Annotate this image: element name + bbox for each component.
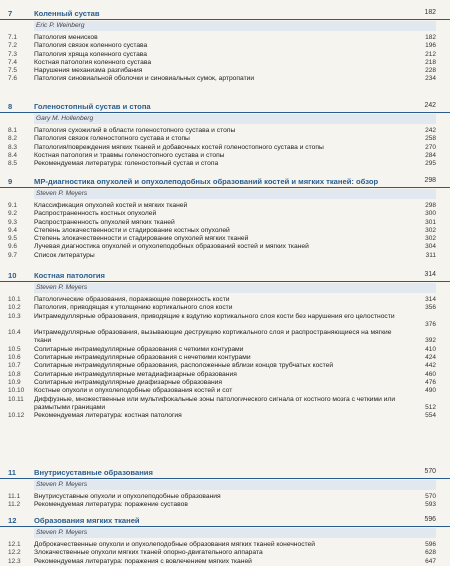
entry-page: 554 bbox=[425, 412, 436, 420]
entry-number: 10.12 bbox=[8, 412, 25, 420]
entry-page: 212 bbox=[425, 50, 436, 58]
entry-number: 9.3 bbox=[8, 218, 18, 226]
chapter-section bbox=[0, 176, 450, 260]
table-of-contents bbox=[0, 4, 450, 565]
toc-entry[interactable] bbox=[0, 387, 450, 395]
entry-page: 647 bbox=[425, 557, 436, 565]
chapter-author-bar bbox=[34, 528, 436, 538]
entry-page: 295 bbox=[425, 160, 436, 168]
entry-number: 9.1 bbox=[8, 202, 18, 209]
entry-page: 596 bbox=[425, 541, 436, 548]
entry-page: 460 bbox=[425, 370, 436, 378]
entry-title: Интрамедуллярные образования, приводящие к вздутию кортикального слоя кости без нарушения его целостности bbox=[34, 312, 395, 320]
entry-number: 9.5 bbox=[8, 235, 18, 243]
toc-entry[interactable] bbox=[0, 558, 450, 566]
entry-page: 270 bbox=[425, 143, 436, 151]
entry-number: 10.4 bbox=[8, 329, 21, 337]
chapter-title: Голеностопный сустав и стопа bbox=[34, 102, 151, 111]
entry-page: 196 bbox=[425, 42, 436, 50]
entry-title: Костные опухоли и опухолеподобные образования костей и сот bbox=[34, 387, 233, 395]
chapter-section bbox=[0, 515, 450, 566]
entry-title: Патология/повреждения мягких тканей и добавочных костей голеностопного сустава и стопы bbox=[34, 143, 324, 151]
entry-number: 9.6 bbox=[8, 243, 18, 251]
toc-entry[interactable] bbox=[0, 252, 450, 260]
toc-entry[interactable] bbox=[0, 219, 450, 227]
chapter-author: Steven P. Meyers bbox=[36, 284, 88, 291]
entry-page: 228 bbox=[425, 67, 436, 75]
entry-number: 10.10 bbox=[8, 387, 25, 395]
chapter-heading[interactable] bbox=[0, 270, 450, 282]
chapter-number: 10 bbox=[8, 271, 17, 280]
toc-entry[interactable] bbox=[0, 346, 450, 354]
entry-page: 300 bbox=[425, 210, 436, 218]
chapter-title: Коленный сустав bbox=[34, 9, 100, 18]
entry-number: 8.4 bbox=[8, 151, 18, 159]
entry-title: Диффузные, множественные или мультифокальные зоны патологического сигнала от костного мозга с четкими или размытыми границами bbox=[34, 395, 396, 411]
entry-title: Солитарные интрамедуллярные образования с четкими контурами bbox=[34, 345, 244, 353]
toc-entry[interactable] bbox=[0, 227, 450, 235]
toc-entry[interactable] bbox=[0, 152, 450, 160]
entry-number: 10.1 bbox=[8, 296, 21, 303]
entry-page: 302 bbox=[425, 235, 436, 243]
toc-entry[interactable] bbox=[0, 412, 450, 420]
chapter-title: Внутрисуставные образования bbox=[34, 468, 153, 477]
entry-number: 10.2 bbox=[8, 304, 21, 312]
chapter-title: МР-диагностика опухолей и опухолеподобных образований костей и мягких тканей: обзор bbox=[34, 177, 379, 186]
chapter-heading[interactable] bbox=[0, 8, 450, 20]
chapter-author-bar bbox=[34, 114, 436, 124]
section-list bbox=[0, 541, 450, 566]
toc-entry[interactable] bbox=[0, 313, 450, 330]
toc-entry[interactable] bbox=[0, 396, 450, 413]
entry-page: 218 bbox=[425, 58, 436, 66]
entry-number: 11.2 bbox=[8, 501, 21, 509]
entry-number: 8.3 bbox=[8, 143, 18, 151]
entry-title: Рекомендуемая литература: поражение суставов bbox=[34, 501, 188, 509]
toc-entry[interactable] bbox=[0, 296, 450, 304]
entry-title: Классификация опухолей костей и мягких тканей bbox=[34, 202, 188, 209]
section-list bbox=[0, 202, 450, 260]
entry-number: 10.6 bbox=[8, 354, 21, 362]
entry-number: 8.5 bbox=[8, 160, 18, 168]
entry-number: 12.3 bbox=[8, 557, 21, 565]
entry-page: 628 bbox=[425, 549, 436, 557]
chapter-author: Steven P. Meyers bbox=[36, 481, 88, 488]
chapter-heading[interactable] bbox=[0, 176, 450, 188]
entry-title: Патологические образования, поражающие поверхность кости bbox=[34, 296, 230, 303]
chapter-number: 11 bbox=[8, 468, 17, 477]
chapter-page: 298 bbox=[424, 177, 436, 184]
chapter-author-bar bbox=[34, 21, 436, 31]
entry-number: 7.2 bbox=[8, 42, 18, 50]
entry-title: Внутрисуставные опухоли и опухолеподобные образования bbox=[34, 493, 221, 500]
entry-title: Степень злокачественности и стадирование костных опухолей bbox=[34, 226, 230, 234]
entry-number: 12.1 bbox=[8, 541, 21, 548]
entry-page: 258 bbox=[425, 135, 436, 143]
entry-title: Патология, приводящая к утолщению кортикального слоя кости bbox=[34, 304, 233, 312]
toc-entry[interactable] bbox=[0, 362, 450, 370]
entry-title: Патология связок голеностопного сустава и стопы bbox=[34, 135, 190, 143]
entry-title: Солитарные интрамедуллярные метадиафизарные образования bbox=[34, 370, 237, 378]
entry-page: 356 bbox=[425, 304, 436, 312]
entry-title: Злокачественные опухоли мягких тканей опорно-двигательного аппарата bbox=[34, 549, 263, 557]
entry-number: 7.4 bbox=[8, 58, 18, 66]
entry-page: 376 bbox=[425, 320, 436, 328]
entry-number: 8.2 bbox=[8, 135, 18, 143]
chapter-author: Steven P. Meyers bbox=[36, 529, 88, 536]
toc-entry[interactable] bbox=[0, 51, 450, 59]
toc-entry[interactable] bbox=[0, 304, 450, 312]
entry-page: 570 bbox=[425, 493, 436, 500]
entry-page: 304 bbox=[425, 243, 436, 251]
chapter-author: Steven P. Meyers bbox=[36, 190, 88, 197]
chapter-number: 7 bbox=[8, 9, 13, 18]
toc-entry[interactable] bbox=[0, 493, 450, 501]
entry-number: 10.9 bbox=[8, 378, 21, 386]
entry-title: Патология хряща коленного сустава bbox=[34, 50, 148, 58]
entry-title: Солитарные интрамедуллярные образования с нечеткими контурами bbox=[34, 354, 251, 362]
toc-entry[interactable] bbox=[0, 135, 450, 143]
entry-number: 8.1 bbox=[8, 127, 18, 134]
entry-number: 12.2 bbox=[8, 549, 21, 557]
entry-title: Костная патология и травмы голеностопного сустава и стопы bbox=[34, 151, 225, 159]
chapter-author-bar bbox=[34, 480, 436, 490]
chapter-author-bar bbox=[34, 189, 436, 199]
chapter-number: 12 bbox=[8, 516, 17, 525]
entry-number: 10.11 bbox=[8, 395, 24, 403]
chapter-heading[interactable] bbox=[0, 467, 450, 479]
entry-page: 424 bbox=[425, 354, 436, 362]
entry-page: 410 bbox=[425, 345, 436, 353]
entry-number: 7.5 bbox=[8, 67, 18, 75]
entry-number: 10.8 bbox=[8, 370, 21, 378]
chapter-author: Gary M. Hollenberg bbox=[36, 115, 94, 122]
entry-page: 284 bbox=[425, 151, 436, 159]
entry-number: 7.1 bbox=[8, 34, 18, 41]
chapter-section bbox=[0, 8, 450, 84]
section-list bbox=[0, 34, 450, 84]
entry-title: Интрамедуллярные образования, вызывающие деструкцию кортикального слоя и распространяющиеся на мягкие ткани bbox=[34, 329, 392, 345]
entry-page: 442 bbox=[425, 362, 436, 370]
entry-title: Рекомендуемая литература: голеностопный сустав и стопа bbox=[34, 160, 219, 168]
entry-page: 392 bbox=[425, 337, 436, 345]
chapter-author-bar bbox=[34, 283, 436, 293]
entry-page: 490 bbox=[425, 387, 436, 395]
toc-entry[interactable] bbox=[0, 243, 450, 251]
entry-number: 9.7 bbox=[8, 251, 18, 259]
toc-entry[interactable] bbox=[0, 127, 450, 135]
entry-title: Патология синовиальной оболочки и синовиальных сумок, артропатии bbox=[34, 75, 255, 83]
toc-entry[interactable] bbox=[0, 549, 450, 557]
section-list bbox=[0, 127, 450, 168]
chapter-section bbox=[0, 467, 450, 510]
entry-page: 298 bbox=[425, 202, 436, 209]
chapter-title: Образования мягких тканей bbox=[34, 516, 140, 525]
chapter-heading[interactable] bbox=[0, 515, 450, 527]
entry-number: 10.7 bbox=[8, 362, 21, 370]
chapter-number: 9 bbox=[8, 177, 13, 186]
toc-entry[interactable] bbox=[0, 59, 450, 67]
toc-entry[interactable] bbox=[0, 75, 450, 83]
entry-title: Нарушения механизма разгибания bbox=[34, 67, 143, 75]
toc-entry[interactable] bbox=[0, 34, 450, 42]
entry-page: 242 bbox=[425, 127, 436, 134]
toc-entry[interactable] bbox=[0, 501, 450, 509]
entry-title: Список литературы bbox=[34, 251, 95, 259]
entry-page: 593 bbox=[425, 501, 436, 509]
toc-entry[interactable] bbox=[0, 371, 450, 379]
chapter-page: 570 bbox=[424, 468, 436, 475]
entry-page: 311 bbox=[425, 251, 436, 259]
entry-title: Лучевая диагностика опухолей и опухолеподобных образований костей и мягких тканей bbox=[34, 243, 309, 251]
chapter-number: 8 bbox=[8, 102, 13, 111]
toc-entry[interactable] bbox=[0, 210, 450, 218]
entry-page: 182 bbox=[425, 34, 436, 41]
chapter-section bbox=[0, 270, 450, 420]
entry-number: 9.4 bbox=[8, 226, 18, 234]
entry-title: Патология менисков bbox=[34, 34, 98, 41]
entry-title: Патология сухожилий в области голеностопного сустава и стопы bbox=[34, 127, 236, 134]
toc-entry[interactable] bbox=[0, 144, 450, 152]
entry-page: 476 bbox=[425, 378, 436, 386]
toc-entry[interactable] bbox=[0, 160, 450, 168]
chapter-title: Костная патология bbox=[34, 271, 105, 280]
toc-entry[interactable] bbox=[0, 42, 450, 50]
chapter-page: 314 bbox=[424, 271, 436, 278]
entry-number: 9.2 bbox=[8, 210, 18, 218]
entry-number: 7.6 bbox=[8, 75, 18, 83]
entry-page: 512 bbox=[425, 403, 436, 411]
chapter-page: 596 bbox=[424, 516, 436, 523]
entry-title: Костная патология коленного сустава bbox=[34, 58, 152, 66]
chapter-page: 242 bbox=[424, 102, 436, 109]
entry-page: 301 bbox=[425, 218, 436, 226]
toc-entry[interactable] bbox=[0, 329, 450, 346]
entry-title: Солитарные интрамедуллярные диафизарные образования bbox=[34, 378, 223, 386]
entry-page: 302 bbox=[425, 226, 436, 234]
section-list bbox=[0, 296, 450, 420]
entry-title: Рекомендуемая литература: костная патология bbox=[34, 412, 182, 420]
entry-title: Доброкачественные опухоли и опухолеподобные образования мягких тканей конечностей bbox=[34, 541, 316, 548]
entry-page: 234 bbox=[425, 75, 436, 83]
entry-title: Солитарные интрамедуллярные образования, расположенные вблизи концов трубчатых костей bbox=[34, 362, 334, 370]
entry-number: 10.3 bbox=[8, 312, 21, 320]
chapter-author: Eric P. Weinberg bbox=[36, 22, 85, 29]
entry-title: Патология связок коленного сустава bbox=[34, 42, 148, 50]
entry-number: 11.1 bbox=[8, 493, 21, 500]
entry-title: Распространенность опухолей мягких тканей bbox=[34, 218, 175, 226]
section-list bbox=[0, 493, 450, 510]
chapter-heading[interactable] bbox=[0, 101, 450, 113]
entry-page: 314 bbox=[425, 296, 436, 303]
entry-title: Рекомендуемая литература: поражения с вовлечением мягких тканей bbox=[34, 557, 252, 565]
entry-number: 7.3 bbox=[8, 50, 18, 58]
entry-title: Степень злокачественности и стадирование опухолей мягких тканей bbox=[34, 235, 249, 243]
chapter-section bbox=[0, 101, 450, 168]
chapter-page: 182 bbox=[424, 9, 436, 16]
entry-title: Распространенность костных опухолей bbox=[34, 210, 157, 218]
entry-number: 10.5 bbox=[8, 345, 21, 353]
